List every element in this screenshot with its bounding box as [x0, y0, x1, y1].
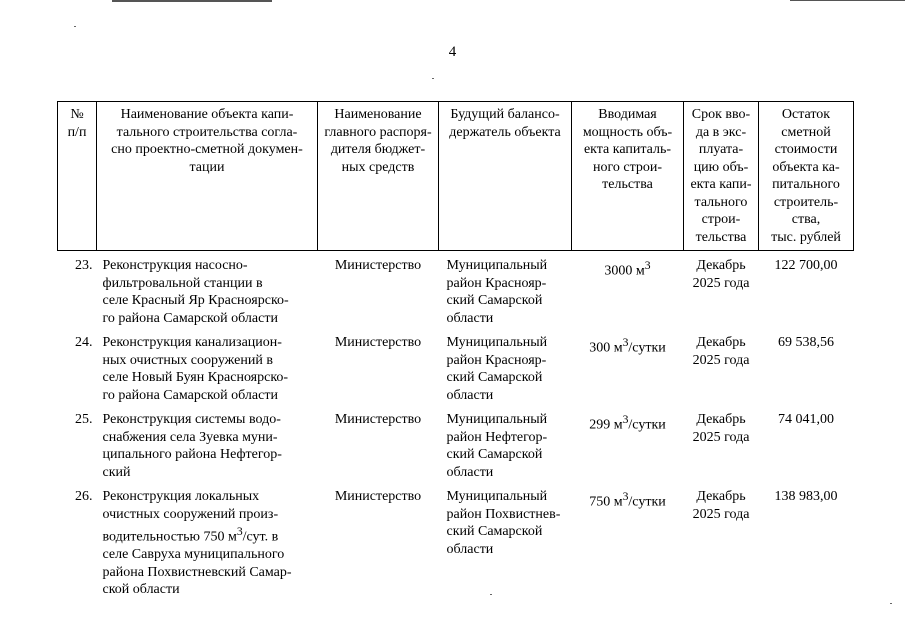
header-budget-manager: Наименование главного распоря- дителя бюджет- ных средств: [318, 102, 439, 251]
object-name: [97, 482, 318, 599]
page-number: 4: [448, 44, 457, 60]
object-name-unit-power: 3: [236, 525, 243, 538]
capacity-unit-power: 3: [622, 413, 629, 426]
capacity: [572, 405, 684, 482]
budget-manager: Министерство: [334, 489, 422, 504]
commissioning-date: Декабрь 2025 года: [692, 412, 750, 445]
scan-artifact-line-left: [112, 0, 272, 2]
table-row: [58, 405, 854, 482]
balance-holder: Муниципальный район Похвистнев- ский Самарской области: [446, 489, 561, 557]
remaining-cost: 122 700,00: [774, 258, 838, 273]
budget-manager: Министерство: [334, 258, 422, 273]
object-name-part: Реконструкция локальных очистных сооружений произ- водительностью 750 м: [102, 489, 279, 545]
remaining-cost: 138 983,00: [774, 489, 838, 504]
object-name: Реконструкция канализацион- ных очистных сооружений в селе Новый Буян Красноярско- го района Самарской области: [102, 335, 289, 403]
scan-artifact-line-right: [790, 0, 905, 1]
capacity-unit-power: 3: [622, 336, 629, 349]
balance-holder: Муниципальный район Краснояр- ский Самарской области: [446, 335, 548, 403]
remaining-cost: 74 041,00: [778, 412, 834, 427]
table-row: [58, 251, 854, 329]
construction-objects-table: [57, 101, 854, 599]
header-balance-holder: Будущий балансо- держатель объекта: [439, 102, 572, 251]
table-row: [58, 482, 854, 599]
header-row: [58, 102, 854, 251]
row-number: 25.: [75, 412, 93, 427]
row-number: 23.: [75, 258, 93, 273]
capacity-value: 300 м: [589, 340, 623, 356]
balance-holder: Муниципальный район Нефтегор- ский Самарской области: [446, 412, 548, 480]
row-number: 26.: [75, 489, 93, 504]
header-remaining-cost: Остаток сметной стоимости объекта ка- питального строитель- ства, тыс. рублей: [759, 102, 854, 251]
object-name-part: /сут. в селе Савруха муниципального района Похвистневский Самар- ской области: [102, 529, 292, 598]
header-object-name: Наименование объекта капи- тального строительства согла- сно проектно-сметной докумен- тации: [97, 102, 318, 251]
object-name: Реконструкция системы водо- снабжения села Зуевка муни- ципального района Нефтегор- ский: [102, 412, 282, 480]
capacity-unit-suffix: /сутки: [628, 494, 666, 510]
commissioning-date: Декабрь 2025 года: [692, 258, 750, 291]
capacity-unit-power: 3: [644, 259, 651, 272]
scan-speck: [890, 603, 892, 604]
commissioning-date: Декабрь 2025 года: [692, 489, 750, 522]
commissioning-date: Декабрь 2025 года: [692, 335, 750, 368]
balance-holder: Муниципальный район Краснояр- ский Самарской области: [446, 258, 548, 326]
capacity-unit-power: 3: [622, 490, 629, 503]
object-name: Реконструкция насосно- фильтровальной станции в селе Красный Яр Красноярско- го района Самарской области: [102, 258, 289, 326]
scan-speck: [74, 26, 76, 27]
capacity: [572, 251, 684, 329]
capacity-value: 299 м: [589, 417, 623, 433]
capacity: [572, 328, 684, 405]
capacity-unit-suffix: /сутки: [628, 340, 666, 356]
capacity-unit-suffix: /сутки: [628, 417, 666, 433]
budget-manager: Министерство: [334, 335, 422, 350]
capacity-value: 750 м: [589, 494, 623, 510]
header-capacity: Вводимая мощность объ- екта капиталь- ного строи- тельства: [572, 102, 684, 251]
table-body: [58, 251, 854, 599]
header-number: № п/п: [58, 102, 97, 251]
table-row: [58, 328, 854, 405]
table-header: [58, 102, 854, 251]
capacity: [572, 482, 684, 599]
scan-speck: [432, 78, 434, 79]
remaining-cost: 69 538,56: [778, 335, 834, 350]
header-commissioning-date: Срок вво- да в экс- плуата- цию объ- екта капи- тального строи- тельства: [684, 102, 759, 251]
row-number: 24.: [75, 335, 93, 350]
capacity-value: 3000 м: [604, 263, 645, 279]
budget-manager: Министерство: [334, 412, 422, 427]
